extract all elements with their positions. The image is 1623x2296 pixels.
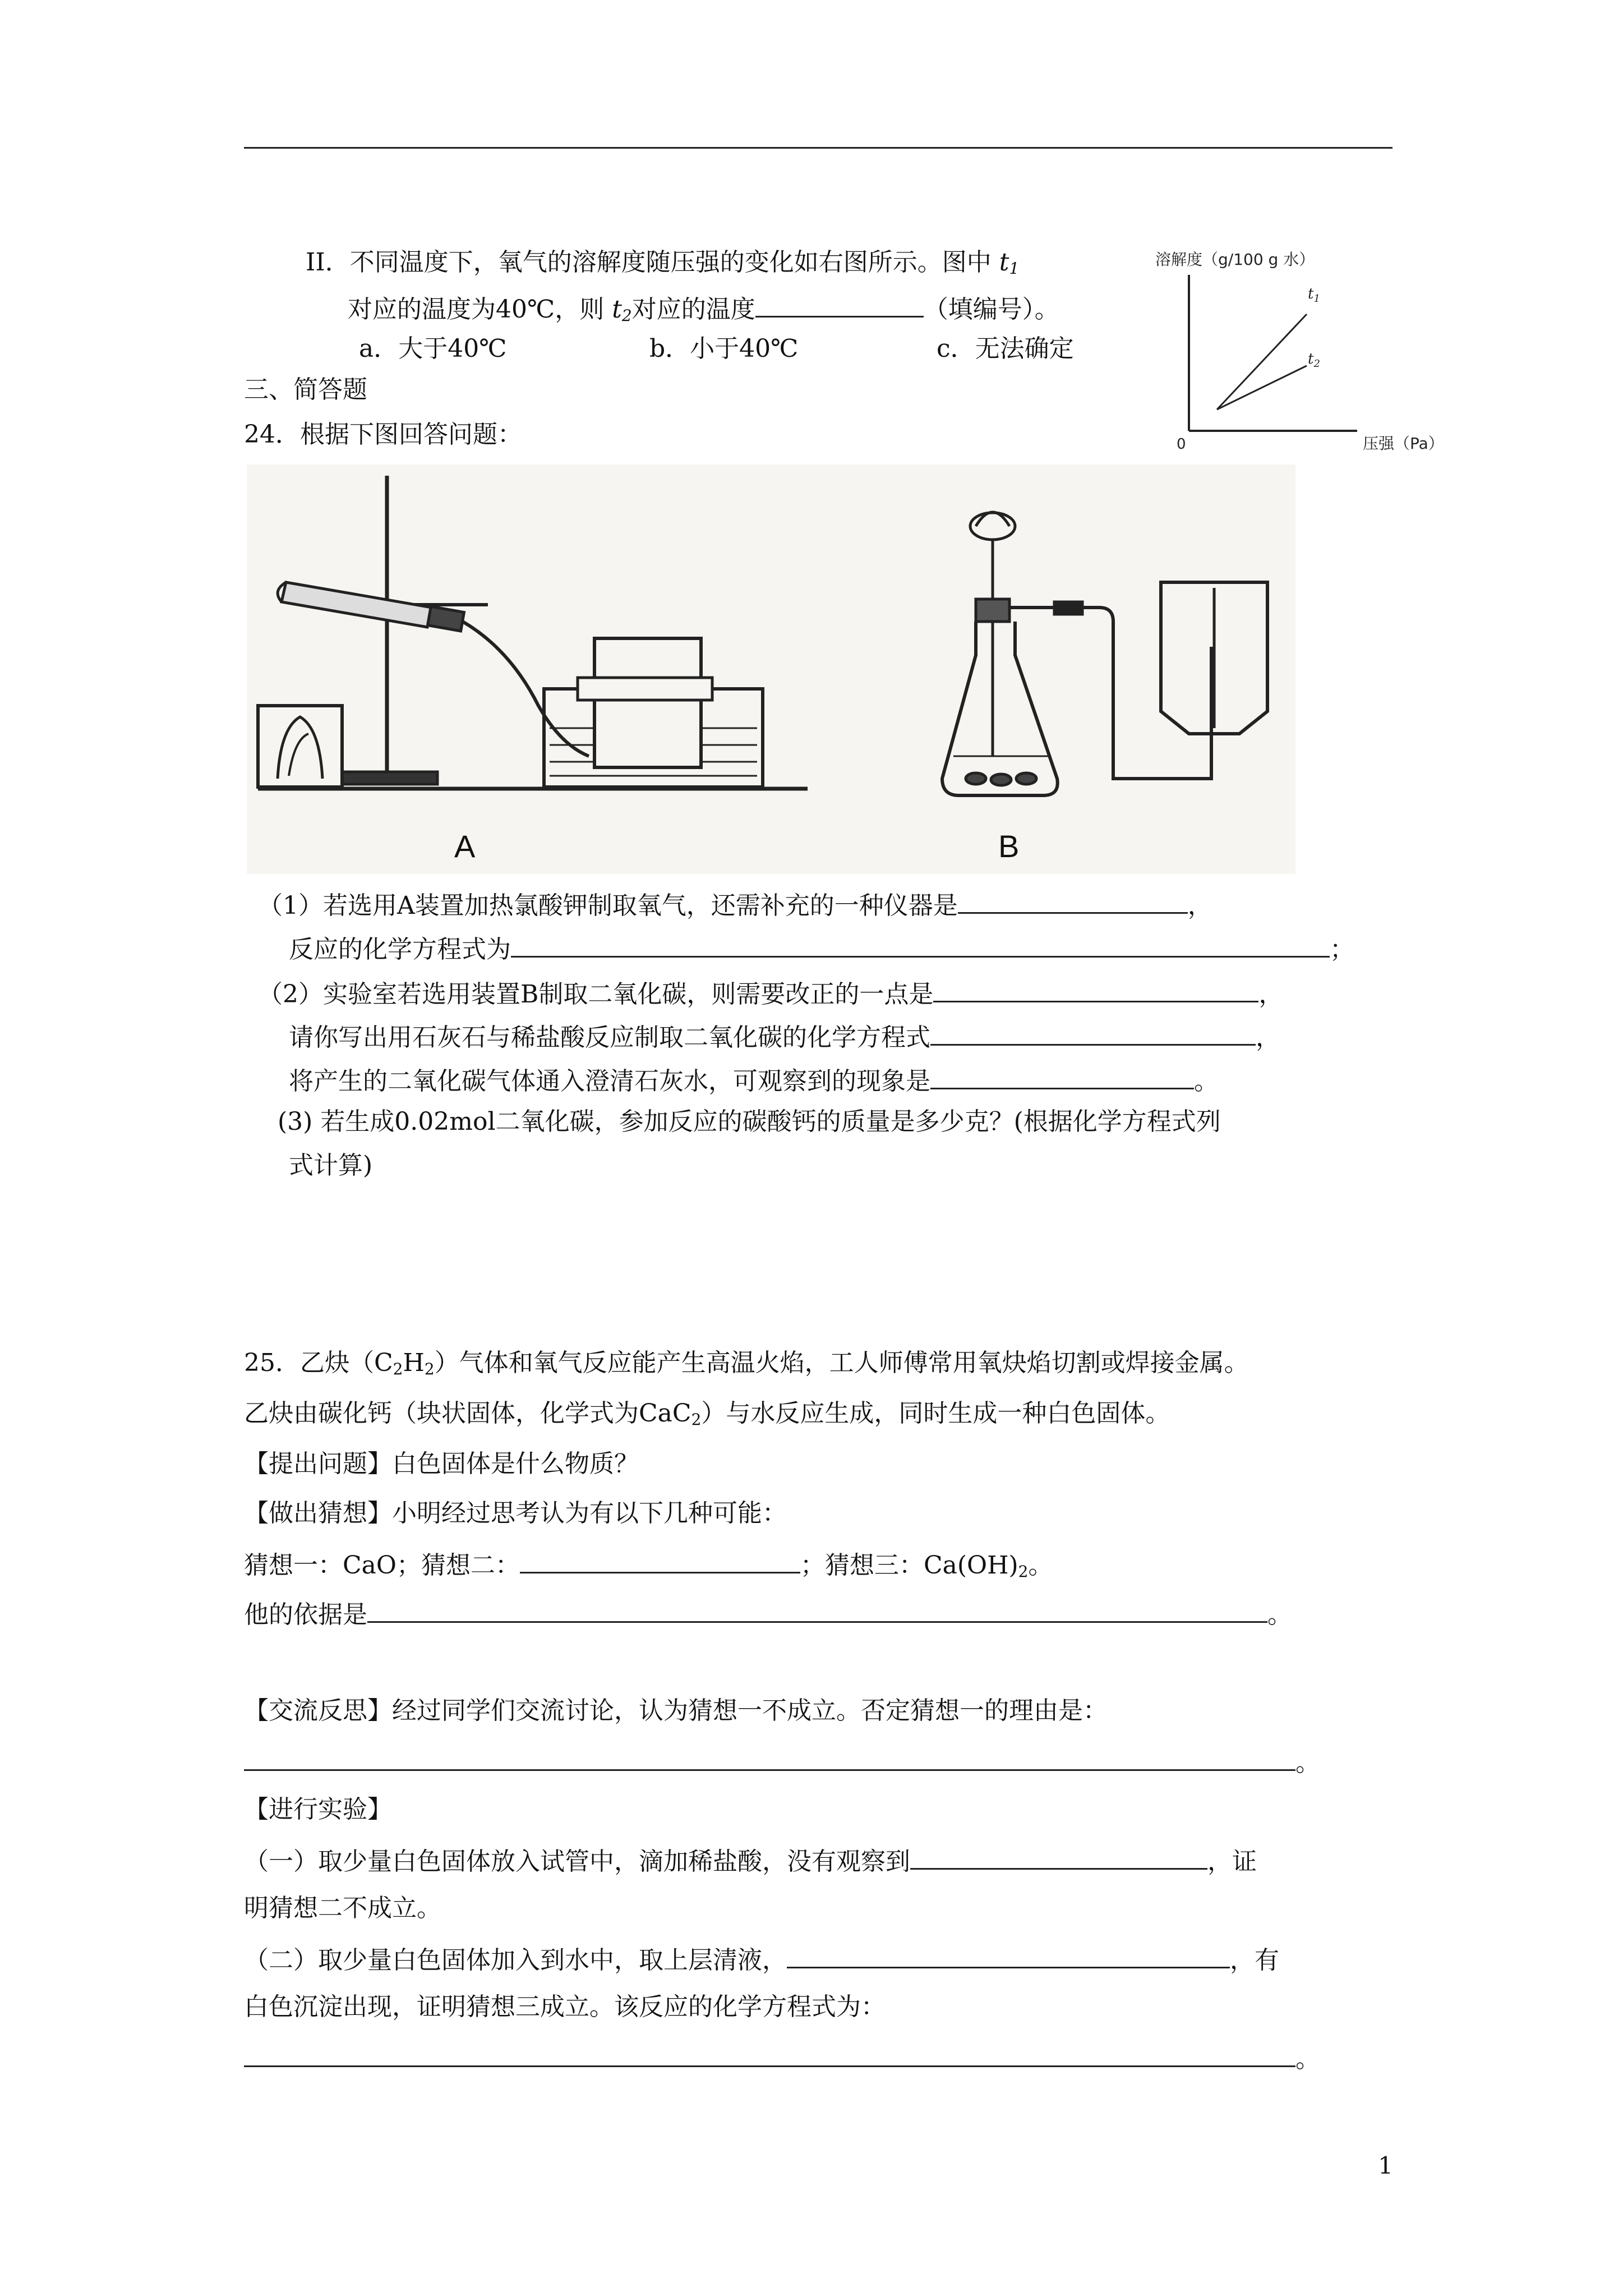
q25-guesses: 猜想一：CaO；猜想二： ；猜想三：$Ca(OH)_2$。 xyxy=(244,1546,1053,1589)
graph-origin: 0 xyxy=(1177,436,1186,453)
q24-p3b: 式计算) xyxy=(289,1151,373,1180)
answer-blank-instrument[interactable] xyxy=(958,886,1188,914)
answer-blank-guess2[interactable] xyxy=(520,1546,800,1573)
t1-symbol: $t_1$ xyxy=(999,248,1020,278)
label-b: B xyxy=(998,829,1020,864)
answer-blank-phenomenon[interactable] xyxy=(930,1062,1194,1089)
q25-hypothesis-heading: 【做出猜想】小明经过思考认为有以下几种可能： xyxy=(244,1499,787,1527)
graph-line-t2 xyxy=(1217,366,1307,409)
header-rule xyxy=(244,147,1393,149)
q25-line2: 乙炔由碳化钙（块状固体，化学式为CaC$_2$）与水反应生成，同时生成一种白色固体。 xyxy=(244,1399,1170,1429)
q25-exp1-cont: 明猜想二不成立。 xyxy=(244,1894,441,1922)
q24-p2a: （2）实验室若选用装置B制取二氧化碳，则需要改正的一点是 ， xyxy=(258,975,1283,1011)
q25-reflection: 【交流反思】经过同学们交流讨论，认为猜想一不成立。否定猜想一的理由是： xyxy=(244,1696,1108,1725)
q25-line1: 25．乙炔$(C_2H_2)$气体和氧气反应能产生高温火焰，工人师傅常用氧炔焰切割或焊接金属。 xyxy=(244,1349,1249,1378)
answer-blank-reason[interactable] xyxy=(244,1743,1295,1771)
label-a: A xyxy=(454,829,476,864)
answer-blank-observation[interactable] xyxy=(910,1842,1207,1870)
q23-line1: II．不同温度下，氧气的溶解度随压强的变化如右图所示。图中 $t_1$ xyxy=(306,248,1020,278)
page-number: 1 xyxy=(1378,2152,1393,2179)
option-a: a．大于40℃ xyxy=(359,334,507,363)
graph-label-t1: $t_1$ xyxy=(1308,286,1320,305)
figure-background xyxy=(247,464,1295,874)
option-b: b．小于40℃ xyxy=(649,334,799,363)
q25-equation-line: 。 xyxy=(244,2040,1320,2076)
q24-p1a: （1）若选用A装置加热氯酸钾制取氧气，还需补充的一种仪器是 ， xyxy=(258,886,1212,923)
q25-exp2: （二）取少量白色固体加入到水中，取上层清液， ，有 xyxy=(244,1941,1279,1977)
answer-blank-equation-2[interactable] xyxy=(930,1018,1256,1046)
q24-p3a: (3) 若生成0.02mol二氧化碳，参加反应的碳酸钙的质量是多少克？(根据化学方程式列 xyxy=(278,1107,1221,1136)
apparatus-figure xyxy=(247,464,1295,874)
q25-reason-line: 。 xyxy=(244,1743,1320,1780)
option-c: c．无法确定 xyxy=(937,334,1074,363)
graph-line-t1 xyxy=(1217,314,1307,409)
graph-label-t2: $t_2$ xyxy=(1308,351,1320,370)
answer-blank-equation-1[interactable] xyxy=(511,930,1330,958)
answer-blank-basis[interactable] xyxy=(367,1595,1267,1623)
gas-jar xyxy=(594,638,701,767)
answer-blank-q23[interactable] xyxy=(755,290,924,318)
graph-ylabel: 溶解度（g/100 g 水） xyxy=(1155,250,1315,269)
q24-p1b: 反应的化学方程式为 ； xyxy=(289,930,1354,967)
solubility-graph xyxy=(1155,241,1469,460)
t2-symbol: $t_2$ xyxy=(612,295,632,325)
q25-exp1: （一）取少量白色固体放入试管中，滴加稀盐酸，没有观察到 ，证 xyxy=(244,1842,1257,1879)
graph-xlabel: 压强（Pa） xyxy=(1363,434,1444,453)
answer-blank-reagent[interactable] xyxy=(787,1941,1230,1968)
answer-blank-correction[interactable] xyxy=(933,975,1258,1002)
q25-experiment-heading: 【进行实验】 xyxy=(244,1795,392,1824)
q25-basis: 他的依据是 。 xyxy=(244,1595,1292,1632)
q25-question: 【提出问题】白色固体是什么物质？ xyxy=(244,1450,639,1478)
section-title: 三、简答题 xyxy=(244,375,367,404)
q24-p2b: 请你写出用石灰石与稀盐酸反应制取二氧化碳的化学方程式 ， xyxy=(289,1018,1280,1055)
answer-blank-equation-3[interactable] xyxy=(244,2040,1295,2067)
q24-title: 24．根据下图回答问题： xyxy=(244,420,522,449)
q25-exp2-cont: 白色沉淀出现，证明猜想三成立。该反应的化学方程式为： xyxy=(244,1993,886,2021)
q23-line2: 对应的温度为40℃，则 $t_2$对应的温度 （填编号）。 xyxy=(348,290,1059,333)
q24-p2c: 将产生的二氧化碳气体通入澄清石灰水，可观察到的现象是 。 xyxy=(289,1062,1219,1098)
